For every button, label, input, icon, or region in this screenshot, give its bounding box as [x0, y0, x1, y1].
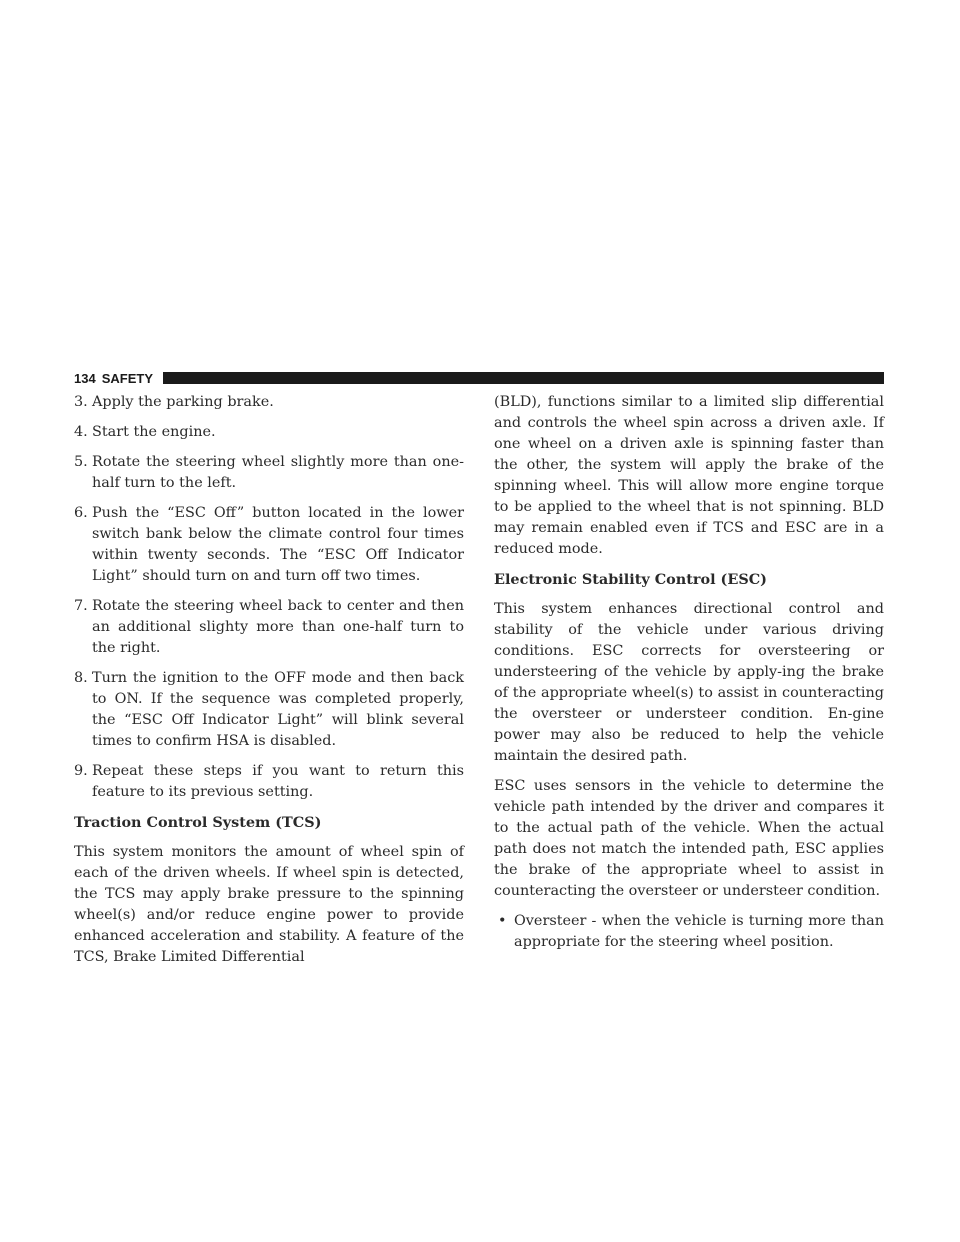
section-title: SAFETY [101, 370, 153, 386]
bullet-oversteer [494, 911, 884, 953]
left-column [74, 392, 464, 977]
step-text: Start the engine. [92, 424, 216, 440]
tcs-heading: Traction Control System (TCS) [74, 814, 322, 831]
step-text: Apply the parking brake. [92, 394, 274, 410]
bld-paragraph: (BLD), functions similar to a limited slip differential and controls the wheel spin across a driven axle. If one wheel on a driven axle is spinning faster than the other, the system will apply the brake of the spinning wheel. This will allow more engine torque to be applied to the wheel that is not spinning. BLD may remain enabled even if TCS and ESC are in a reduced mode. [494, 394, 884, 557]
page-header [74, 370, 884, 386]
bullet-mark: • [498, 913, 507, 929]
header-rule [163, 372, 884, 384]
tcs-paragraph: This system monitors the amount of wheel spin of each of the driven wheels. If wheel spin is detected, the TCS may apply brake pressure to the spinning wheel(s) and/or reduce engine power to provide enhanced acceleration and stability. A feature of the TCS, Brake Limited Differential [74, 844, 464, 965]
step-number: 7. [74, 598, 88, 614]
step-9 [74, 761, 464, 803]
step-3 [74, 392, 464, 413]
step-number: 6. [74, 505, 88, 521]
step-8 [74, 668, 464, 752]
step-text: Push the “ESC Off” button located in the lower switch bank below the climate control four times within twenty seconds. The “ESC Off Indicator Light” should turn on and turn off two times. [92, 505, 464, 584]
step-number: 9. [74, 763, 88, 779]
step-text: Turn the ignition to the OFF mode and then back to ON. If the sequence was completed properly, the “ESC Off Indicator Light” will blink several times to confirm HSA is disabled. [92, 670, 464, 749]
step-text: Repeat these steps if you want to return this feature to its previous setting. [92, 763, 464, 800]
step-number: 4. [74, 424, 88, 440]
step-4 [74, 422, 464, 443]
step-number: 8. [74, 670, 88, 686]
right-column [494, 392, 884, 962]
esc-paragraph-1: This system enhances directional control and stability of the vehicle under various driving conditions. ESC corrects for oversteering or understeering of the vehicle by apply-ing the brake of the appropriate wheel(s) to assist in counteracting the oversteer or understeer condition. En-gine power may also be reduced to help the vehicle maintain the desired path. [494, 601, 884, 764]
step-7 [74, 596, 464, 659]
step-number: 3. [74, 394, 88, 410]
page-number: 134 [74, 370, 96, 386]
step-5 [74, 452, 464, 494]
step-text: Rotate the steering wheel back to center and then an additional slighty more than one-half turn to the right. [92, 598, 464, 656]
step-number: 5. [74, 454, 88, 470]
step-6 [74, 503, 464, 587]
esc-heading: Electronic Stability Control (ESC) [494, 571, 767, 588]
esc-paragraph-2: ESC uses sensors in the vehicle to determine the vehicle path intended by the driver and compares it to the actual path of the vehicle. When the actual path does not match the intended path, ESC applies the brake of the appropriate wheel to assist in counteracting the oversteer or understeer condition. [494, 778, 884, 899]
step-text: Rotate the steering wheel slightly more than one-half turn to the left. [92, 454, 464, 491]
bullet-text: Oversteer - when the vehicle is turning more than appropriate for the steering wheel position. [514, 913, 884, 950]
